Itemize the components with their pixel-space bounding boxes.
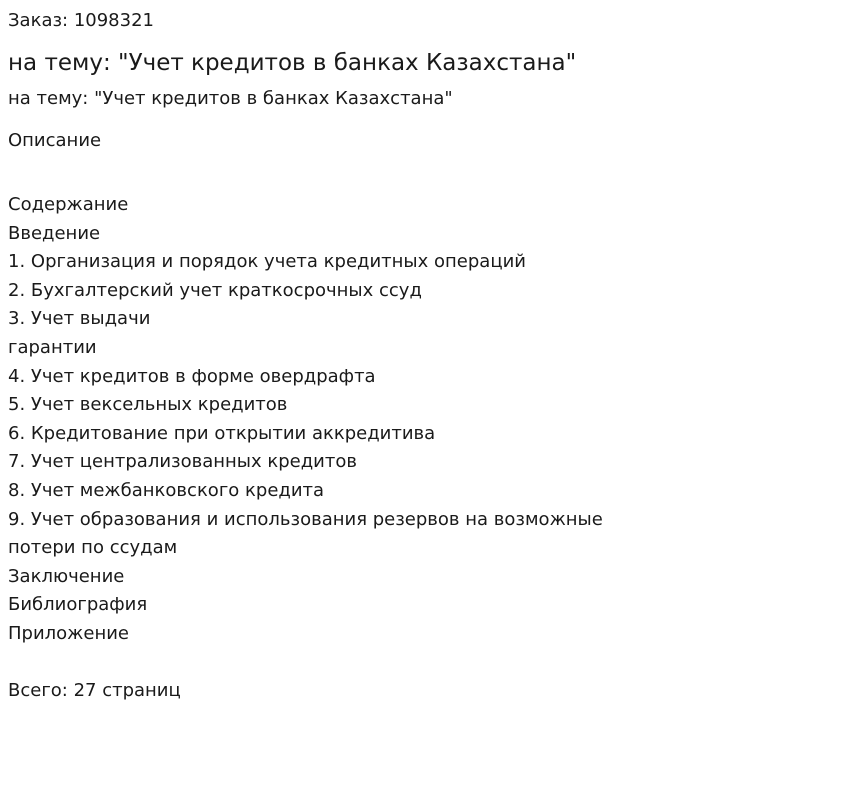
toc-item: Введение: [8, 222, 101, 244]
toc-item: 1. Организация и порядок учета кредитных операций: [8, 251, 526, 273]
table-of-contents: [8, 191, 839, 649]
toc-item: 2. Бухгалтерский учет краткосрочных ссуд: [8, 279, 422, 301]
toc-item: 8. Учет межбанковского кредита: [8, 479, 325, 501]
toc-item: 6. Кредитование при открытии аккредитива: [8, 422, 436, 444]
toc-item: 3. Учет выдачи: [8, 308, 151, 330]
toc-item: потери по ссудам: [8, 537, 178, 559]
toc-item: Приложение: [8, 622, 130, 644]
total-pages: Всего: 27 страниц: [8, 679, 181, 701]
toc-item: 7. Учет централизованных кредитов: [8, 451, 357, 473]
toc-item: Заключение: [8, 565, 125, 587]
page-subtitle: на тему: "Учет кредитов в банках Казахстана": [8, 88, 453, 109]
toc-item: гарантии: [8, 336, 97, 358]
description-label: Описание: [8, 130, 102, 151]
toc-item: 5. Учет вексельных кредитов: [8, 394, 288, 416]
toc-item: Библиография: [8, 594, 148, 616]
toc-item: 4. Учет кредитов в форме овердрафта: [8, 365, 376, 387]
toc-heading: Содержание: [8, 194, 129, 215]
toc-item: 9. Учет образования и использования резервов на возможные: [8, 508, 603, 530]
page-title: на тему: "Учет кредитов в банках Казахстана": [8, 50, 577, 76]
order-number: Заказ: 1098321: [8, 10, 154, 31]
